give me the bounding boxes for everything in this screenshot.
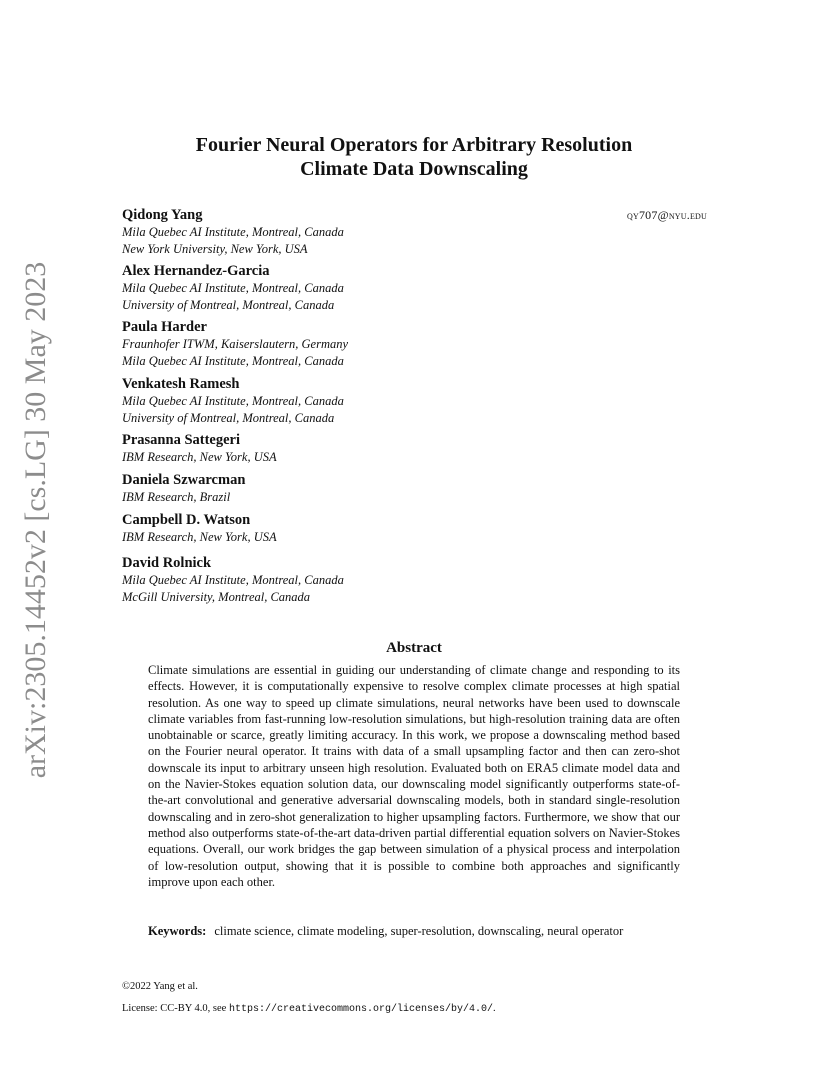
author-affiliation: University of Montreal, Montreal, Canada — [122, 298, 335, 312]
author-block — [122, 431, 722, 466]
author-name: Paula Harder — [122, 319, 207, 335]
author-affiliation: IBM Research, New York, USA — [122, 450, 277, 464]
author-email[interactable]: qy707@nyu.edu — [627, 208, 707, 222]
license-link[interactable]: https://creativecommons.org/licenses/by/4.0/ — [228, 1004, 493, 1015]
author-affiliation: McGill University, Montreal, Canada — [122, 590, 311, 604]
author-affiliation: Mila Quebec AI Institute, Montreal, Canada — [122, 394, 344, 408]
license-notice — [122, 1002, 496, 1017]
author-affiliation: Mila Quebec AI Institute, Montreal, Canada — [122, 573, 344, 587]
license-suffix: . — [492, 1003, 496, 1014]
author-block — [122, 318, 722, 370]
author-name: Prasanna Sattegeri — [122, 432, 240, 448]
author-name: Venkatesh Ramesh — [122, 376, 240, 392]
abstract-heading: Abstract — [386, 640, 442, 656]
author-name: Daniela Szwarcman — [122, 472, 246, 488]
author-affiliation: Mila Quebec AI Institute, Montreal, Canada — [122, 225, 344, 239]
author-block — [122, 511, 722, 546]
author-name: Alex Hernandez-Garcia — [122, 263, 270, 279]
author-name: David Rolnick — [122, 555, 212, 571]
keywords — [148, 923, 680, 939]
keywords-label: Keywords: — [148, 924, 207, 938]
paper-title — [120, 133, 708, 181]
arxiv-identifier: arXiv:2305.14452v2 [cs.LG] 30 May 2023 — [19, 261, 52, 779]
author-block — [122, 206, 722, 258]
author-block — [122, 471, 722, 506]
abstract-text: Climate simulations are essential in guiding our understanding of climate change and responding to its effects. However, it is computationally expensive to resolve complex climate processes at high spatial resolution. As one way to speed up climate simulations, neural networks have been used to downscale climate variables from fast-running low-resolution simulations, but high-resolution training data are often unobtainable or scarce, greatly limiting accuracy. In this work, we propose a downscaling method based on the Fourier neural operator. It trains with data of a small upsampling factor and then can zero-shot downscale its input to arbitrary unseen high resolution. Evaluated both on ERA5 climate model data and on the Navier-Stokes equation solution data, our downscaling model significantly outperforms state-of-the-art convolutional and generative adversarial downscaling models, both in standard single-resolution downscaling and in zero-shot generalization to higher upsampling factors. Furthermore, we show that our method also outperforms state-of-the-art data-driven partial differential equation solvers on Navier-Stokes equations. Overall, our work bridges the gap between simulation of a physical process and interpolation of low-resolution output, showing that it is possible to combine both approaches and significantly improve upon each other. — [148, 663, 680, 889]
author-affiliation: Fraunhofer ITWM, Kaiserslautern, Germany — [122, 337, 349, 351]
author-affiliation: New York University, New York, USA — [122, 242, 308, 256]
author-block — [122, 554, 722, 606]
author-name: Qidong Yang — [122, 207, 203, 223]
author-affiliation: University of Montreal, Montreal, Canada — [122, 411, 335, 425]
title-line-1: Fourier Neural Operators for Arbitrary Resolution — [195, 134, 633, 156]
author-affiliation: Mila Quebec AI Institute, Montreal, Canada — [122, 354, 344, 368]
copyright-notice: ©2022 Yang et al. — [122, 981, 198, 992]
author-name: Campbell D. Watson — [122, 512, 251, 528]
author-affiliation: Mila Quebec AI Institute, Montreal, Canada — [122, 281, 344, 295]
author-affiliation: IBM Research, New York, USA — [122, 530, 277, 544]
keywords-list: climate science, climate modeling, super-resolution, downscaling, neural operator — [214, 924, 624, 938]
title-line-2: Climate Data Downscaling — [300, 158, 528, 180]
author-block — [122, 262, 722, 314]
author-block — [122, 375, 722, 427]
author-affiliation: IBM Research, Brazil — [122, 490, 231, 504]
license-prefix: License: CC-BY 4.0, see — [122, 1003, 229, 1014]
